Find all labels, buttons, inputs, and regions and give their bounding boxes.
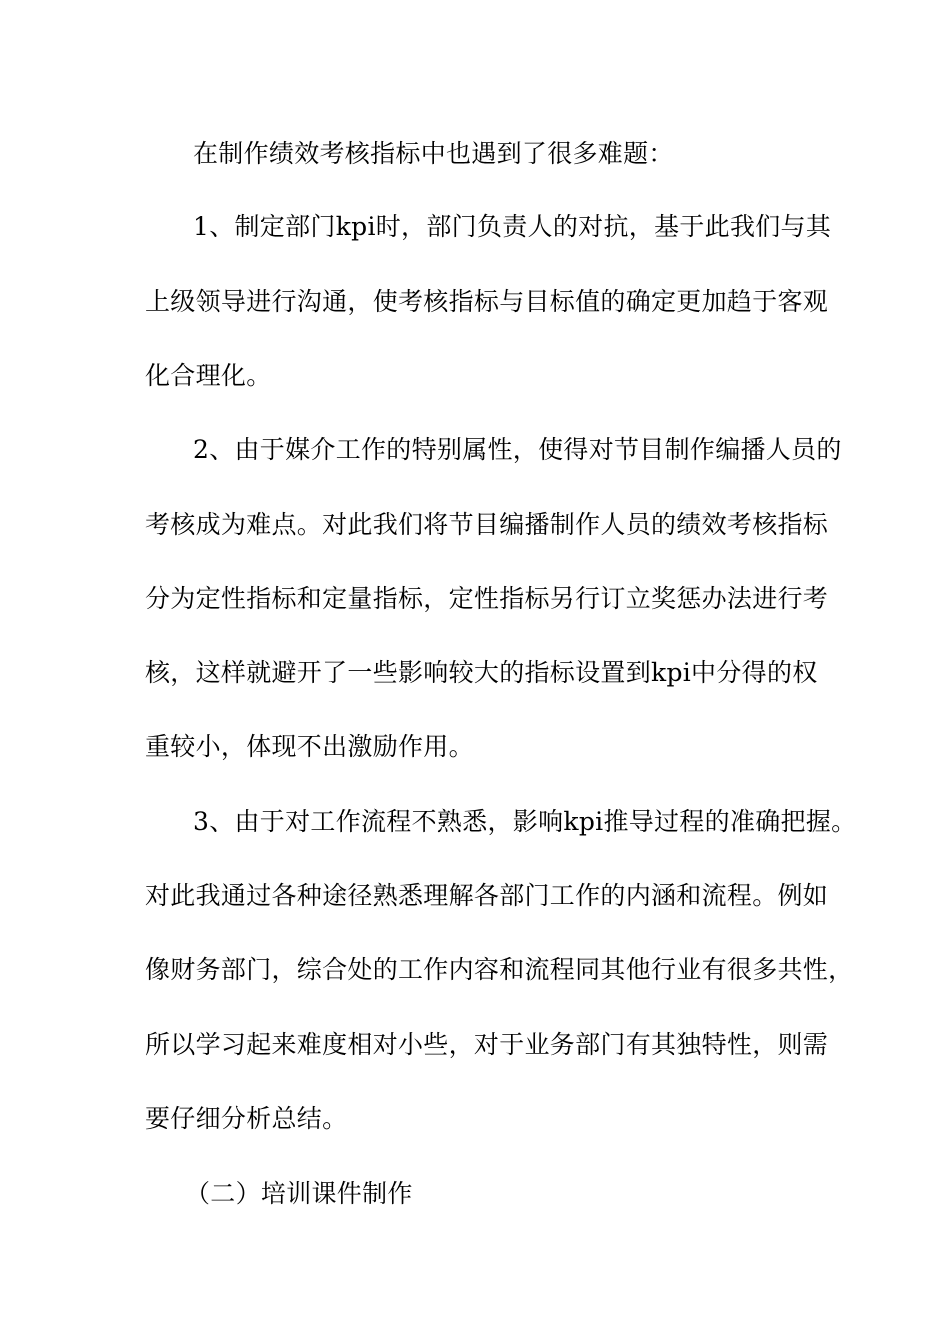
paragraph-item-2-line: 分为定性指标和定量指标，定性指标另行订立奖惩办法进行考 — [145, 584, 829, 613]
paragraph-item-1-line: 化合理化。 — [145, 361, 272, 390]
paragraph-intro: 在制作绩效考核指标中也遇到了很多难题： — [193, 139, 674, 168]
paragraph-item-2-line: 重较小，体现不出激励作用。 — [145, 732, 474, 761]
paragraph-item-3-line: 所以学习起来难度相对小些，对于业务部门有其独特性，则需 — [145, 1030, 829, 1059]
paragraph-item-3-line: 对此我通过各种途径熟悉理解各部门工作的内涵和流程。例如 — [145, 881, 829, 910]
paragraph-item-3-line: 3、由于对工作流程不熟悉，影响kpi推导过程的准确把握。 — [193, 807, 857, 836]
paragraph-item-1-line: 1、制定部门kpi时，部门负责人的对抗，基于此我们与其 — [193, 212, 832, 241]
paragraph-item-2-line: 核，这样就避开了一些影响较大的指标设置到kpi中分得的权 — [145, 658, 818, 687]
paragraph-item-3-line: 要仔细分析总结。 — [145, 1104, 348, 1133]
paragraph-item-2-line: 考核成为难点。对此我们将节目编播制作人员的绩效考核指标 — [145, 510, 829, 539]
section-heading: （二）培训课件制作 — [185, 1179, 413, 1208]
paragraph-item-1-line: 上级领导进行沟通，使考核指标与目标值的确定更加趋于客观 — [145, 287, 829, 316]
paragraph-item-2-line: 2、由于媒介工作的特别属性，使得对节目制作编播人员的 — [193, 435, 842, 464]
paragraph-item-3-line: 像财务部门，综合处的工作内容和流程同其他行业有很多共性， — [145, 955, 854, 984]
